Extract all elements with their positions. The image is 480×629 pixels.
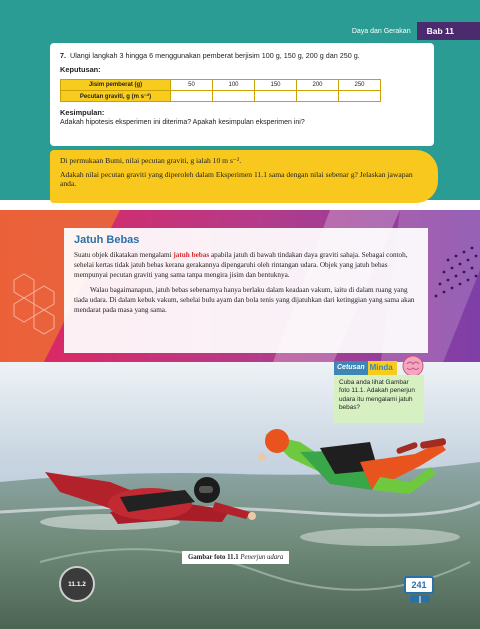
mass-cell: 50 xyxy=(171,80,213,91)
mass-cell: 250 xyxy=(339,80,381,91)
step-text: Ulangi langkah 3 hingga 6 menggunakan pemberat berjisim 100 g, 150 g, 200 g dan 250 g. xyxy=(70,51,360,60)
acceleration-cell xyxy=(213,91,255,102)
mass-cell: 150 xyxy=(255,80,297,91)
photo-caption xyxy=(182,551,289,564)
cetusan-minda-tag xyxy=(334,361,397,375)
cetusan-minda-box xyxy=(334,361,424,423)
step-number: 7. xyxy=(60,51,66,60)
chapter-badge: Bab 11 xyxy=(417,22,480,40)
conclusion-text: Adakah hipotesis eksperimen ini diterima? Apakah kesimpulan eksperimen ini? xyxy=(60,119,305,126)
mass-cell: 200 xyxy=(297,80,339,91)
learning-standard-badge: 11.1.2 xyxy=(59,566,95,602)
cetusan-minda-text: Cuba anda lihat Gambar foto 11.1. Adakah penerjun udara itu mengalami jatuh bebas? xyxy=(334,375,424,423)
acceleration-row-label: Pecutan graviti, g (m s⁻²) xyxy=(61,91,171,102)
acceleration-cell xyxy=(297,91,339,102)
section-paragraph-2: Walau bagaimanapun, jatuh bebas sebenarnya hanya berlaku dalam keadaan vakum, iaitu di dalam ruang yang tiada udara. Di dalam kebuk vakum, sehelai bulu ayam dan bola tenis yang dijatuhkan dari ketinggian yang sama akan mendarat pada masa yang sama. xyxy=(74,285,415,315)
page-number: 241 xyxy=(404,576,434,594)
brain-icon xyxy=(402,355,424,377)
acceleration-cell xyxy=(255,91,297,102)
mass-row-label: Jisim pemberat (g) xyxy=(61,80,171,91)
info-line-1: Di permukaan Bumi, nilai pecutan graviti, g ialah 10 m s⁻². xyxy=(60,156,242,165)
caption-label: Gambar foto 11.1 xyxy=(188,554,239,561)
section-paragraph-1: Suatu objek dikatakan mengalami jatuh bebas apabila jatuh di bawah tindakan daya graviti sahaja. Sebagai contoh, sehelai kertas tidak jatuh bebas kerana gerakannya dipengaruhi oleh rintangan udara. Objek yang jatuh bebas mempunyai pecutan graviti yang sama tanpa mengira jisim dan bentuknya. xyxy=(74,251,408,280)
chapter-header xyxy=(352,22,480,40)
exercise-card xyxy=(50,43,434,146)
caption-text: Penerjun udara xyxy=(240,554,284,561)
minda-label: Minda xyxy=(368,361,397,375)
free-fall-section xyxy=(64,228,428,353)
acceleration-cell xyxy=(171,91,213,102)
result-heading: Keputusan: xyxy=(60,65,101,74)
keyword-free-fall: jatuh bebas xyxy=(173,251,210,259)
cetusan-label: Cetusan xyxy=(334,361,368,375)
chapter-name: Daya dan Gerakan xyxy=(351,27,411,35)
info-line-2: Adakah nilai pecutan graviti yang diperoleh dalam Eksperimen 11.1 sama dengan nilai sebenar g? Jelaskan jawapan anda. xyxy=(60,170,413,188)
table-row xyxy=(61,80,381,91)
acceleration-cell xyxy=(339,91,381,102)
mass-cell: 100 xyxy=(213,80,255,91)
table-row xyxy=(61,91,381,102)
gravity-info-box xyxy=(50,150,438,203)
section-title: Jatuh Bebas xyxy=(74,234,140,246)
step-7 xyxy=(60,51,424,60)
result-table xyxy=(60,79,381,102)
conclusion-heading: Kesimpulan: xyxy=(60,108,105,117)
book-icon xyxy=(409,594,431,604)
